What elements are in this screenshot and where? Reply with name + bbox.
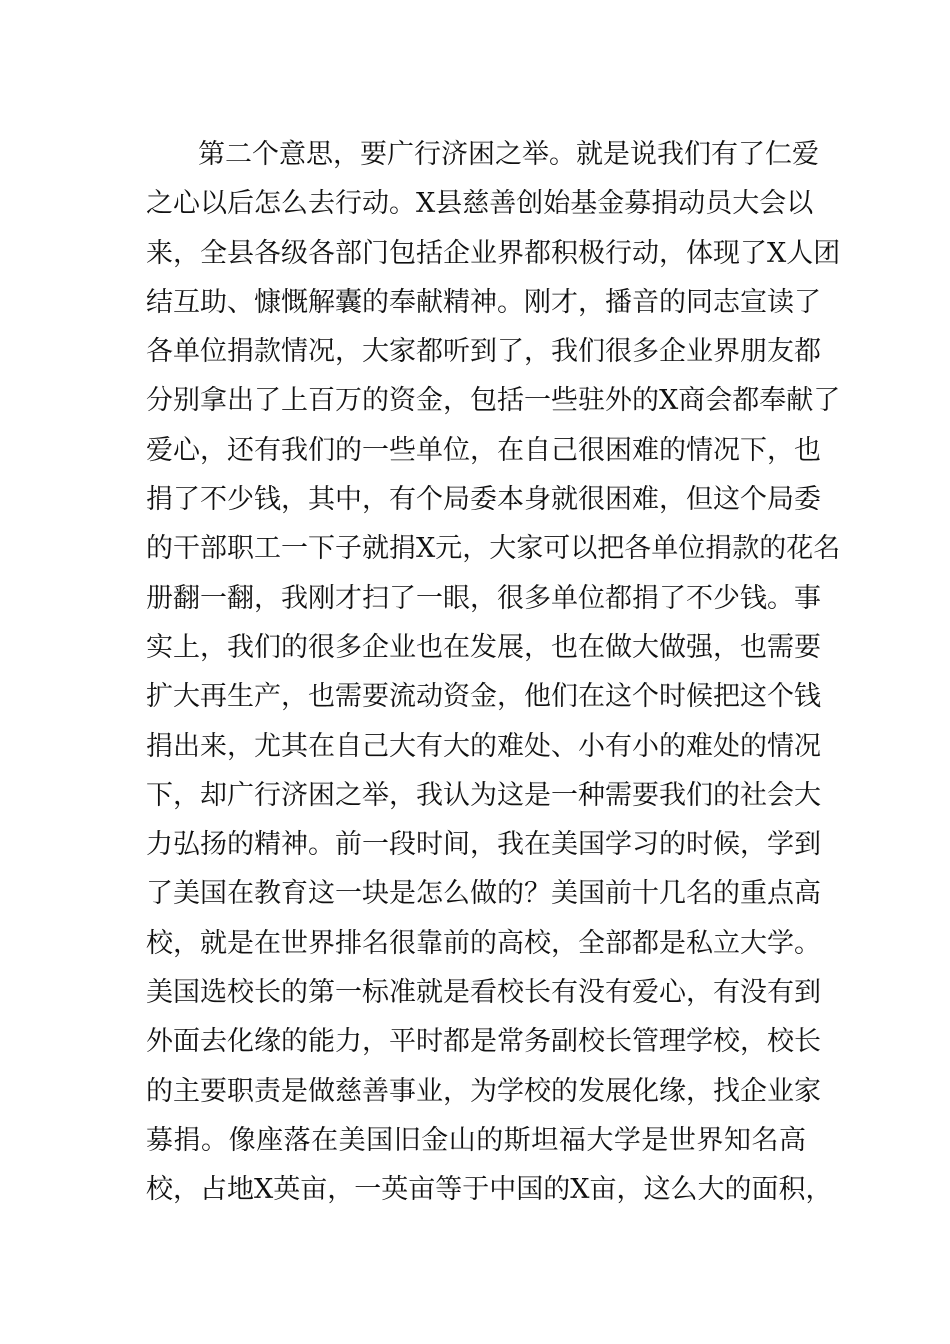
text-line: 分别拿出了上百万的资金，包括一些驻外的X商会都奉献了 <box>146 385 841 417</box>
text-line: 校，就是在世界排名很靠前的高校，全部都是私立大学。 <box>146 927 821 959</box>
text-line: 校，占地X英亩，一英亩等于中国的X亩，这么大的面积， <box>146 1174 833 1206</box>
text-line: 扩大再生产，也需要流动资金，他们在这个时候把这个钱 <box>146 681 821 713</box>
text-line: 册翻一翻，我刚才扫了一眼，很多单位都捐了不少钱。事 <box>146 582 821 614</box>
text-line: 募捐。像座落在美国旧金山的斯坦福大学是世界知名高 <box>146 1124 806 1156</box>
text-line: 了美国在教育这一块是怎么做的？美国前十几名的重点高 <box>146 878 821 910</box>
text-line: 下，却广行济困之举，我认为这是一种需要我们的社会大 <box>146 779 821 811</box>
text-line: 力弘扬的精神。前一段时间，我在美国学习的时候，学到 <box>146 829 821 861</box>
text-line: 美国选校长的第一标准就是看校长有没有爱心，有没有到 <box>146 977 821 1009</box>
text-line: 的干部职工一下子就捐X元，大家可以把各单位捐款的花名 <box>146 533 841 565</box>
text-line: 实上，我们的很多企业也在发展，也在做大做强，也需要 <box>146 631 821 663</box>
text-line: 捐了不少钱，其中，有个局委本身就很困难，但这个局委 <box>146 484 821 516</box>
text-line: 第二个意思，要广行济困之举。就是说我们有了仁爱 <box>198 139 819 170</box>
text-line: 之心以后怎么去行动。X县慈善创始基金募捐动员大会以 <box>146 188 814 220</box>
body-paragraph <box>146 130 841 1215</box>
text-line: 来，全县各级各部门包括企业界都积极行动，体现了X人团 <box>146 237 841 269</box>
text-line: 爱心，还有我们的一些单位，在自己很困难的情况下，也 <box>146 434 821 466</box>
text-line: 捐出来，尤其在自己大有大的难处、小有小的难处的情况 <box>146 730 821 762</box>
text-line: 外面去化缘的能力，平时都是常务副校长管理学校，校长 <box>146 1026 821 1058</box>
text-line: 各单位捐款情况，大家都听到了，我们很多企业界朋友都 <box>146 336 821 368</box>
text-line: 的主要职责是做慈善事业，为学校的发展化缘，找企业家 <box>146 1075 821 1107</box>
text-line: 结互助、慷慨解囊的奉献精神。刚才，播音的同志宣读了 <box>146 286 821 318</box>
